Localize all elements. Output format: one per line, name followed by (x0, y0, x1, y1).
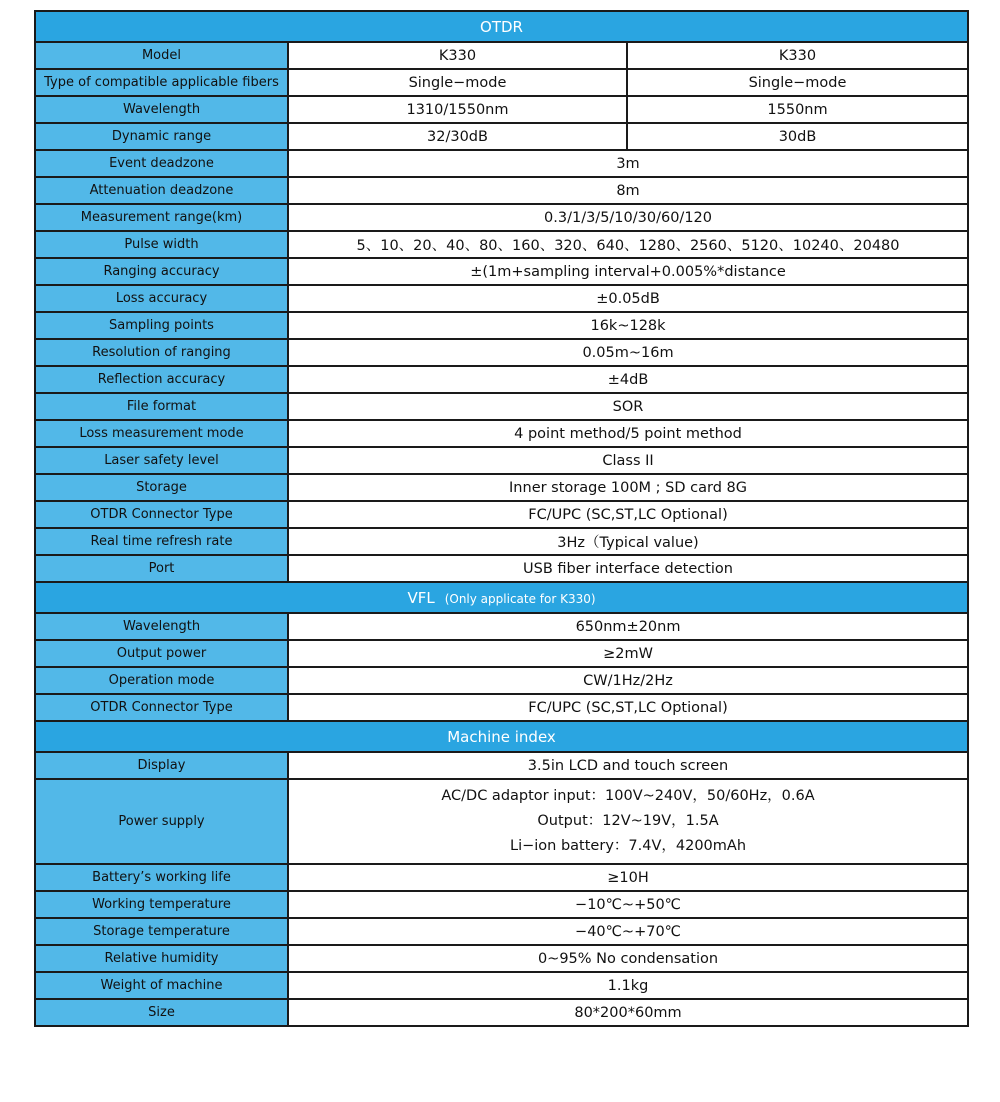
row-label: Working temperature (35, 891, 288, 918)
section-title: Machine index (35, 721, 968, 752)
row-value: 1.1kg (288, 972, 968, 999)
row-label: File format (35, 393, 288, 420)
table-row (35, 96, 968, 123)
table-row (35, 918, 968, 945)
row-value: 16k~128k (288, 312, 968, 339)
row-label: Power supply (35, 779, 288, 864)
section-title-text: VFL (407, 588, 435, 607)
section-title (35, 582, 968, 613)
row-label: Real time refresh rate (35, 528, 288, 555)
table-row (35, 123, 968, 150)
power-line-battery: Li−ion battery：7.4V，4200mAh (510, 838, 747, 854)
row-value: Single−mode (627, 69, 968, 96)
row-value: 0.05m~16m (288, 339, 968, 366)
row-label: Sampling points (35, 312, 288, 339)
row-value: Inner storage 100M ; SD card 8G (288, 474, 968, 501)
row-label: Laser safety level (35, 447, 288, 474)
row-value: 80*200*60mm (288, 999, 968, 1026)
row-value: USB fiber interface detection (288, 555, 968, 582)
row-value: FC/UPC (SC,ST,LC Optional) (288, 694, 968, 721)
table-row (35, 640, 968, 667)
row-value: 650nm±20nm (288, 613, 968, 640)
table-row (35, 891, 968, 918)
section-header-otdr (35, 11, 968, 42)
row-label: Weight of machine (35, 972, 288, 999)
row-label: Event deadzone (35, 150, 288, 177)
row-value: 32/30dB (288, 123, 627, 150)
row-label: Storage (35, 474, 288, 501)
row-label: Attenuation deadzone (35, 177, 288, 204)
table-row (35, 864, 968, 891)
table-row (35, 447, 968, 474)
row-label: Type of compatible applicable fibers (35, 69, 288, 96)
table-row (35, 420, 968, 447)
row-label: Model (35, 42, 288, 69)
table-row (35, 393, 968, 420)
table-row (35, 204, 968, 231)
row-label: OTDR Connector Type (35, 694, 288, 721)
table-row (35, 999, 968, 1026)
row-label: OTDR Connector Type (35, 501, 288, 528)
section-title: OTDR (35, 11, 968, 42)
row-label: Operation mode (35, 667, 288, 694)
table-row (35, 752, 968, 779)
section-note: (Only applicate for K330) (444, 591, 596, 606)
row-label: Battery’s working life (35, 864, 288, 891)
table-row (35, 231, 968, 258)
table-row (35, 312, 968, 339)
row-value: ±4dB (288, 366, 968, 393)
row-label: Pulse width (35, 231, 288, 258)
table-row (35, 150, 968, 177)
row-label: Loss accuracy (35, 285, 288, 312)
row-label: Size (35, 999, 288, 1026)
row-label: Ranging accuracy (35, 258, 288, 285)
row-label: Measurement range(km) (35, 204, 288, 231)
row-value: 0~95% No condensation (288, 945, 968, 972)
table-row (35, 42, 968, 69)
table-row (35, 258, 968, 285)
row-value: K330 (288, 42, 627, 69)
section-header-machine (35, 721, 968, 752)
section-header-vfl (35, 582, 968, 613)
spec-table (34, 10, 969, 1027)
row-value: 3m (288, 150, 968, 177)
row-label: Wavelength (35, 96, 288, 123)
table-row (35, 339, 968, 366)
row-value: FC/UPC (SC,ST,LC Optional) (288, 501, 968, 528)
row-label: Storage temperature (35, 918, 288, 945)
table-row (35, 694, 968, 721)
row-label: Output power (35, 640, 288, 667)
row-value: 30dB (627, 123, 968, 150)
row-value: 8m (288, 177, 968, 204)
table-row (35, 779, 968, 864)
row-value: ≥2mW (288, 640, 968, 667)
power-line-adaptor: AC/DC adaptor input：100V~240V，50/60Hz，0.6A (441, 788, 815, 804)
row-value: −40℃~+70℃ (288, 918, 968, 945)
row-value: 1550nm (627, 96, 968, 123)
row-label: Dynamic range (35, 123, 288, 150)
table-row (35, 972, 968, 999)
row-value: Class II (288, 447, 968, 474)
row-value: 1310/1550nm (288, 96, 627, 123)
table-row (35, 69, 968, 96)
row-value (288, 779, 968, 864)
row-value: ±(1m+sampling interval+0.005%*distance (288, 258, 968, 285)
row-value: 5、10、20、40、80、160、320、640、1280、2560、5120、10240、20480 (288, 231, 968, 258)
row-label: Relative humidity (35, 945, 288, 972)
table-row (35, 945, 968, 972)
table-row (35, 366, 968, 393)
row-value: Single−mode (288, 69, 627, 96)
row-label: Display (35, 752, 288, 779)
table-row (35, 501, 968, 528)
row-value: SOR (288, 393, 968, 420)
row-value: ±0.05dB (288, 285, 968, 312)
table-row (35, 555, 968, 582)
row-value: 3.5in LCD and touch screen (288, 752, 968, 779)
row-label: Resolution of ranging (35, 339, 288, 366)
row-value: 4 point method/5 point method (288, 420, 968, 447)
row-label: Port (35, 555, 288, 582)
row-value: −10℃~+50℃ (288, 891, 968, 918)
power-line-output: Output：12V~19V，1.5A (537, 813, 719, 829)
row-value: CW/1Hz/2Hz (288, 667, 968, 694)
row-value: K330 (627, 42, 968, 69)
row-value: 0.3/1/3/5/10/30/60/120 (288, 204, 968, 231)
row-label: Wavelength (35, 613, 288, 640)
table-row (35, 613, 968, 640)
table-row (35, 285, 968, 312)
table-row (35, 667, 968, 694)
table-row (35, 474, 968, 501)
row-label: Loss measurement mode (35, 420, 288, 447)
row-value: 3Hz（Typical value) (288, 528, 968, 555)
table-row (35, 528, 968, 555)
row-label: Reflection accuracy (35, 366, 288, 393)
table-row (35, 177, 968, 204)
row-value: ≥10H (288, 864, 968, 891)
